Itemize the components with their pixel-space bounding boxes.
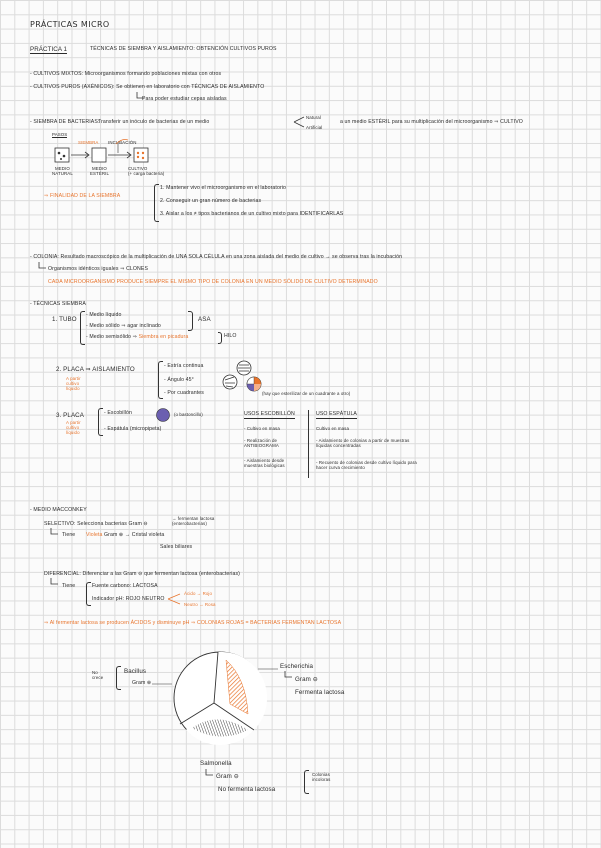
macconkey-nota: ⇒ Al fermentar lactosa se producen ÁCIDOS y disminuye pH ⇒ COLONIAS ROJAS = BACTERIAS FERMENTAN LACTOSA — [44, 620, 342, 626]
bacillus-label: Bacillus — [124, 668, 147, 675]
tubo-item-1: - Medio líquido — [86, 312, 122, 318]
placa-aislamiento-label: 2. PLACA ⇒ AISLAMIENTO — [56, 366, 135, 373]
split-arrow-icon — [294, 116, 306, 130]
macconkey-plate-diagram — [170, 648, 270, 748]
page-title: PRÁCTICAS MICRO — [30, 20, 110, 29]
arrow-icon — [50, 528, 60, 538]
finalidad-item-3: 3. Aislar a los ≠ tipos bacterianos de un cultivo mixto para IDENTIFICARLAS — [160, 211, 344, 217]
angulo-icon — [222, 374, 238, 390]
escherichia-ferm: Fermenta lactosa — [295, 689, 345, 696]
macconkey-indicador: Indicador pH: ROJO NEUTRO — [92, 596, 165, 602]
macconkey-label: - MEDIO MACCONKEY — [30, 507, 87, 513]
medio-esteril: MEDIO ESTÉRIL — [90, 166, 109, 177]
escobillon-item-2: - Realización de ANTIBIOGRAMA — [244, 438, 279, 449]
espatula-item-1: Cultivo en masa — [316, 426, 349, 431]
espatula-head: USO ESPÁTULA — [316, 411, 357, 417]
no-crece-label: No crece — [92, 670, 104, 681]
macconkey-cristal: Violeta Gram ⊕ → Cristal violeta — [86, 532, 165, 538]
usos-divider — [308, 410, 309, 478]
cultivos-puros-sub: Para poder estudiar cepas aisladas — [142, 96, 227, 102]
tubo-item-2: - Medio sólido ⇒ agar inclinado — [86, 323, 161, 329]
espatula-item-3: - Recuento de colonias desde cultivo líquido para hacer curva crecimiento — [316, 460, 417, 471]
finalidad-label: ⇒ FINALIDAD DE LA SIEMBRA — [44, 193, 121, 199]
placa-brace — [98, 408, 103, 436]
pointer-line — [152, 681, 172, 687]
salmonella-ferm: No fermenta lactosa — [218, 786, 276, 793]
macconkey-fuente: Fuente carbono: LACTOSA — [92, 583, 158, 589]
tubo-label: 1. TUBO — [52, 316, 77, 323]
siembra-artificial: Artificial — [306, 125, 323, 130]
placa-item-1: - Escobillón — [104, 410, 133, 416]
medio-natural: MEDIO NATURAL — [52, 166, 73, 177]
incoloras-brace — [304, 770, 309, 794]
placa-aislamiento-item-3: - Por cuadrantes — [164, 390, 204, 396]
estria-continua-icon — [236, 360, 252, 376]
escobillon-item-1: - Cultivo en masa — [244, 426, 280, 431]
finalidad-item-1: 1. Mantener vivo el microorganismo en el laboratorio — [160, 185, 287, 191]
colonia-clones: Organismos idénticos iguales ⇒ CLONES — [48, 266, 149, 272]
arrow-icon — [136, 92, 146, 102]
placa-aislamiento-brace — [158, 361, 163, 399]
macconkey-diferencial: DIFERENCIAL: Diferenciar a las Gram ⊖ que fermentan lactosa (enterobacterias) — [44, 571, 240, 577]
placa-note: A partir cultivo líquido — [66, 420, 81, 436]
escherichia-label: Escherichia — [280, 663, 314, 670]
escobillon-item-3: - Aislamiento desde muestras biológicas — [244, 458, 285, 469]
cultivo-label: CULTIVO (+ carga bacteria) — [128, 166, 165, 177]
placa-label: 3. PLACA — [56, 412, 84, 419]
escobillon-plate-icon — [155, 408, 171, 422]
bacillus-gram: Gram ⊕ — [132, 680, 152, 686]
siembra-step-label: SIEMBRA — [78, 140, 99, 145]
asa-label: ASA — [198, 316, 211, 323]
macconkey-acido: Ácido → Rojo — [184, 591, 213, 596]
finalidad-brace — [154, 184, 159, 222]
pointer-line — [258, 666, 278, 672]
tecnicas-label: - TÉCNICAS SIEMBRA — [30, 301, 86, 307]
salmonella-label: Salmonella — [200, 760, 232, 767]
tubo-item-3: - Medio semisólido ⇒ Siembra en picadura — [86, 334, 189, 340]
hilo-label: HILO — [224, 333, 237, 339]
pasos-label: PASOS — [52, 132, 68, 137]
practice-heading: TÉCNICAS DE SIEMBRA Y AISLAMIENTO: OBTENCIÓN CULTIVOS PUROS — [90, 46, 277, 52]
tiene-brace — [86, 582, 91, 606]
colonia-cada: CADA MICROORGANISMO PRODUCE SIEMPRE EL MISMO TIPO DE COLONIA EN UN MEDIO SÓLIDO DE CULTIVO DETERMINADO — [48, 279, 378, 285]
placa-aislamiento-item-2: - Ángulo 45° — [164, 377, 194, 383]
espatula-item-2: - Aislamiento de colonias a partir de muestras líquidas concentradas — [316, 438, 410, 449]
siembra-def: Transferir un inóculo de bacterias de un medio — [98, 119, 210, 125]
cuadrantes-icon — [246, 376, 262, 392]
bastoncillo-note: (o bastoncillo) — [174, 412, 203, 417]
macconkey-sales: Sales biliares — [160, 544, 193, 550]
arrow-icon — [205, 769, 215, 779]
placa-aislamiento-item-1: - Estría continua — [164, 363, 204, 369]
no-crece-brace — [116, 666, 121, 690]
macconkey-selectivo: SELECTIVO: Selecciona bacterias Gram ⊖ — [44, 521, 148, 527]
escherichia-gram: Gram ⊖ — [295, 676, 318, 683]
asa-brace — [188, 311, 193, 331]
macconkey-tiene-2: Tiene — [62, 583, 76, 589]
siembra-def2: a un medio ESTÉRIL para su multiplicación del microorganismo ⇒ CULTIVO — [340, 119, 523, 125]
practice-label: PRÁCTICA 1 — [30, 46, 68, 53]
cultivos-puros: - CULTIVOS PUROS (AXÉNICOS): Se obtienen en laboratorio con TÉCNICAS DE AISLAMIENTO — [30, 84, 265, 90]
cultivos-mixtos: - CULTIVOS MIXTOS: Microorganismos formando poblaciones mixtas con otros — [30, 71, 222, 77]
siembra-label: - SIEMBRA DE BACTERIAS: — [30, 119, 100, 125]
incubacion-step-label: INCUBACIÓN — [108, 140, 137, 145]
arrow-icon — [50, 578, 60, 588]
escobillon-head: USOS ESCOBILLÓN — [244, 411, 295, 417]
siembra-natural: Natural — [306, 115, 321, 120]
macconkey-neutro: Neutro → Rosa — [184, 602, 216, 607]
macconkey-tiene: Tiene — [62, 532, 76, 538]
tubo-brace — [80, 311, 85, 345]
arrow-icon — [284, 671, 294, 681]
placa-item-2: - Espátula (micropipeta) — [104, 426, 162, 432]
hilo-brace — [218, 332, 222, 344]
finalidad-item-2: 2. Conseguir un gran número de bacterias — [160, 198, 262, 204]
placa-aislamiento-note: A partir cultivo líquido — [66, 376, 81, 392]
salmonella-gram: Gram ⊖ — [216, 773, 239, 780]
cuadrantes-note: (hay que esterilizar de un cuadrante a otro) — [262, 391, 351, 396]
macconkey-fermentan: → fermentan lactosa (enterobacterias) — [172, 516, 215, 527]
colonia-def: - COLONIA: Resultado macroscópico de la multiplicación de UNA SOLA CÉLULA en una zona aislada del medio de cultivo → se observa tras la incubación — [30, 254, 403, 260]
incoloras-label: Colonias incoloras — [312, 772, 331, 783]
arrow-icon — [38, 262, 48, 272]
split-arrow-icon — [168, 592, 182, 606]
